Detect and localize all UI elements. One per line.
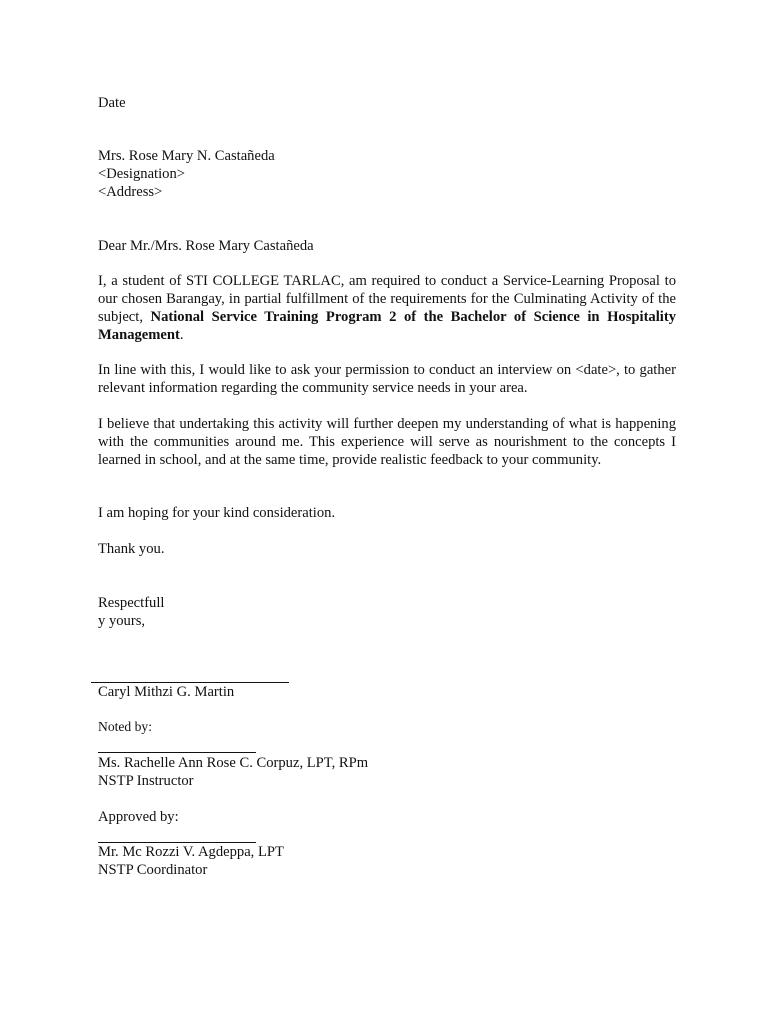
paragraph-1-bold: National Service Training Program 2 of the Bachelor of Science in Hospitality Management [98, 309, 676, 343]
noted-by-signature-line [98, 752, 256, 753]
sender-block [98, 683, 676, 701]
noted-by-title: NSTP Instructor [98, 773, 194, 789]
recipient-name: Mrs. Rose Mary N. Castañeda [98, 148, 275, 164]
paragraph-3 [98, 415, 676, 469]
thank-you [98, 540, 676, 558]
recipient-block [98, 147, 676, 201]
approved-by-title: NSTP Coordinator [98, 862, 208, 878]
paragraph-2-text: In line with this, I would like to ask your permission to conduct an interview on <date>, to gather relevant information regarding the community service needs in your area. [98, 362, 676, 396]
thank-you-text: Thank you. [98, 541, 165, 557]
date-text: Date [98, 95, 126, 111]
paragraph-3-text: I believe that undertaking this activity will further deepen my understanding of what is happening with the communities around me. This experience will serve as nourishment to the concepts I learned in school, and at the same time, provide realistic feedback to your community. [98, 416, 676, 468]
approved-by-label-text: Approved by: [98, 809, 179, 825]
paragraph-1-text: I, a student of STI COLLEGE TARLAC, am required to conduct a Service-Learning Proposal to our chosen Barangay, in partial fulfillment of the requirements for the Culminating Activity of the subject, [98, 273, 676, 325]
paragraph-4 [98, 504, 676, 522]
salutation-text: Dear Mr./Mrs. Rose Mary Castañeda [98, 238, 314, 254]
noted-by-block [98, 754, 676, 790]
date-line [98, 94, 676, 112]
approved-by-name: Mr. Mc Rozzi V. Agdeppa, LPT [98, 844, 284, 860]
salutation [98, 237, 676, 255]
approved-by-label [98, 808, 676, 826]
noted-by-label [98, 718, 676, 736]
paragraph-1-end: . [179, 327, 184, 343]
noted-by-label-text: Noted by: [98, 719, 152, 734]
sender-name: Caryl Mithzi G. Martin [98, 684, 235, 700]
closing-line-2: y yours, [98, 613, 146, 629]
closing [98, 594, 676, 630]
noted-by-name: Ms. Rachelle Ann Rose C. Corpuz, LPT, RPm [98, 755, 369, 771]
paragraph-4-text: I am hoping for your kind consideration. [98, 505, 336, 521]
recipient-designation: <Designation> [98, 166, 185, 182]
paragraph-2 [98, 361, 676, 397]
closing-line-1: Respectfull [98, 595, 165, 611]
recipient-address: <Address> [98, 184, 163, 200]
paragraph-1 [98, 272, 676, 344]
approved-by-block [98, 843, 676, 879]
